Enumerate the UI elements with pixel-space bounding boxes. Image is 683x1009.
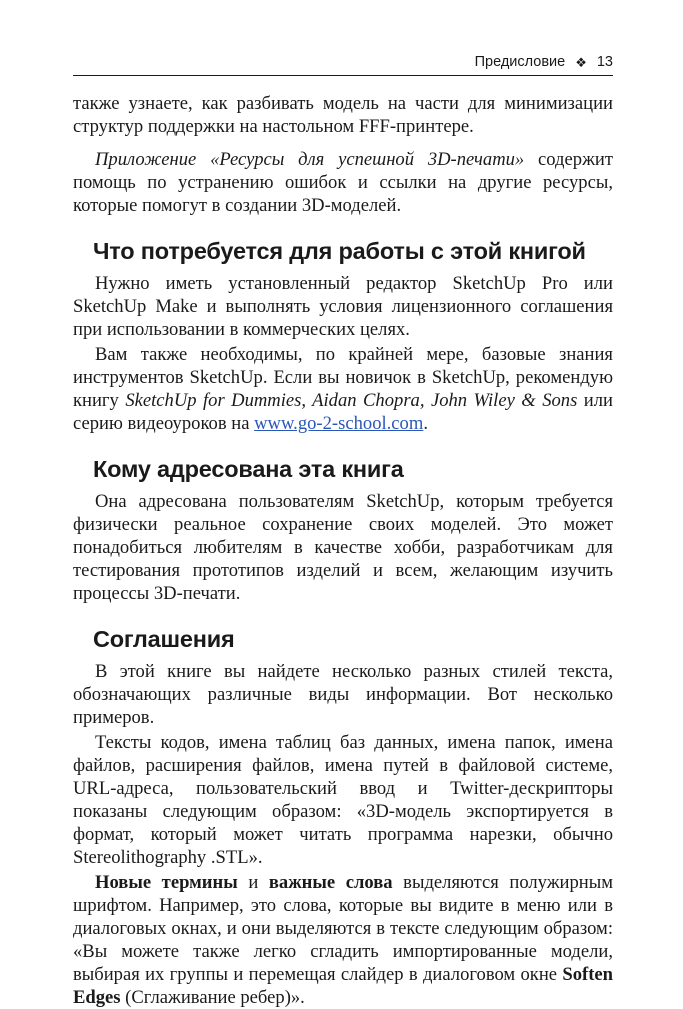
video-lessons-link[interactable]: www.go-2-school.com [254, 413, 424, 434]
header-divider [73, 75, 613, 76]
paragraph-bold-terms [73, 871, 613, 1009]
heading-conventions: Соглашения [93, 626, 235, 652]
paragraph-code-style: Тексты кодов, имена таблиц баз данных, имена папок, имена файлов, расширения файлов, имена путей в файловой системе, URL-адреса, пользовательский ввод и Twitter-дескрипторы показаны следующим образом: «3D-модель экспортируется в формат, который может читать программа нарезки, обычно Stereolithography .STL». [73, 732, 613, 868]
recommended-book: SketchUp for Dummies, Aidan Chopra, John Wiley & Sons [125, 390, 578, 411]
page-number: 13 [596, 54, 613, 70]
paragraph-conventions-intro: В этой книге вы найдете несколько разных стилей текста, обозначающих различные виды информации. Вот несколько примеров. [73, 661, 613, 728]
appendix-title: Приложение «Ресурсы для успешной 3D-печати» [95, 149, 525, 170]
soften-edges-term: Soften Edges [73, 964, 613, 1008]
diamond-ornament-icon: ❖ [575, 54, 587, 70]
paragraph-software-requirements: Нужно иметь установленный редактор SketchUp Pro или SketchUp Make и выполнять условия лицензионного соглашения при использовании в коммерческих целях. [73, 273, 613, 340]
appendix-description: содержит помощь по устранению ошибок и ссылки на другие ресурсы, которые помогут в создании 3D-моделей. [73, 149, 613, 216]
paragraph-audience: Она адресована пользователям SketchUp, которым требуется физически реальное сохранение своих моделей. Это может понадобиться любителям в качестве хобби, разработчикам для тестирования прототипов изделий и всем, желающим изучить процессы 3D-печати. [73, 491, 613, 604]
knowledge-text: Вам также необходимы, по крайней мере, базовые знания инструментов SketchUp. Если вы новичок в SketchUp, рекомендую книгу [73, 344, 613, 411]
page-body [73, 92, 613, 1009]
paragraph-knowledge-requirements [73, 343, 613, 435]
heading-requirements: Что потребуется для работы с этой книгой [93, 238, 586, 264]
video-text: или серию видеоуроков на [73, 390, 613, 434]
soften-edges-translation: (Сглаживание ребер)». [120, 987, 305, 1008]
running-header [73, 49, 613, 75]
section-title: Предисловие [474, 54, 566, 70]
bold-terms-description: выделяются полужирным шрифтом. Например, это слова, которые вы видите в меню или в диалоговых окнах, и они выделяются в тексте следующим образом: «Вы можете также легко сгладить импортированные модели, выбирая их группы и перемещая слайдер в диалоговом окне [73, 872, 614, 985]
heading-audience: Кому адресована эта книга [93, 456, 404, 482]
paragraph-continuation: также узнаете, как разбивать модель на части для минимизации структур поддержки на настольном FFF-принтере. [73, 93, 613, 137]
sentence-end: . [423, 413, 428, 434]
paragraph-appendix [73, 148, 613, 217]
conjunction: и [237, 872, 269, 893]
bold-new-terms: Новые термины [95, 872, 238, 893]
bold-important-words: важные слова [268, 872, 393, 893]
